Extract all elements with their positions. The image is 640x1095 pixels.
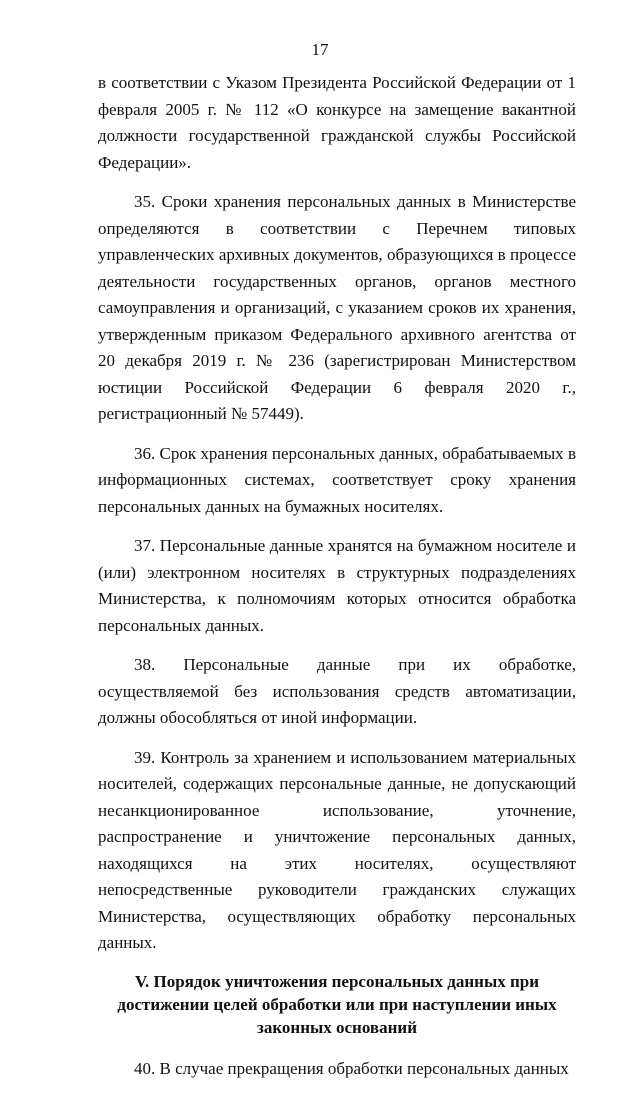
paragraph-39: 39. Контроль за хранением и использованием материальных носителей, содержащих персональные данные, не допускающий несанкционированное использование, уточнение, распространение и уничтожение персональных данных, находящихся на этих носителях, осуществляют непосредственные руководители гражданских служащих Министерства, осуществляющих обработку персональных данных. xyxy=(98,747,576,952)
paragraph-40: 40. В случае прекращения обработки персональных данных xyxy=(134,1058,569,1078)
section-title: V. Порядок уничтожения персональных данных при достижении целей обработки или при наступлении иных законных оснований xyxy=(117,971,557,1037)
document-body xyxy=(98,70,576,1095)
paragraph-37: 37. Персональные данные хранятся на бумажном носителе и (или) электронном носителях в структурных подразделениях Министерства, к полномочиям которых относится обработка персональных данных. xyxy=(98,536,576,635)
page-number: 17 xyxy=(311,40,329,59)
paragraph-continuation: в соответствии с Указом Президента Российской Федерации от 1 февраля 2005 г. № 112 «О конкурсе на замещение вакантной должности государственной гражданской службы Российской Федерации». xyxy=(98,73,576,172)
paragraph-36: 36. Срок хранения персональных данных, обрабатываемых в информационных системах, соответствует сроку хранения персональных данных на бумажных носителях. xyxy=(98,443,576,516)
paragraph-38: 38. Персональные данные при их обработке, осуществляемой без использования средств автоматизации, должны обособляться от иной информации. xyxy=(98,655,576,727)
paragraph-35: 35. Сроки хранения персональных данных в Министерстве определяются в соответствии с Перечнем типовых управленческих архивных документов, образующихся в процессе деятельности государственных органов, органов местного самоуправления и организаций, с указанием сроков их хранения, утвержденным приказом Федерального архивного агентства от 20 декабря 2019 г. № 236 (зарегистрирован Министерством юстиции Российской Федерации 6 февраля 2020 г., регистрационный № 57449). xyxy=(98,192,576,423)
